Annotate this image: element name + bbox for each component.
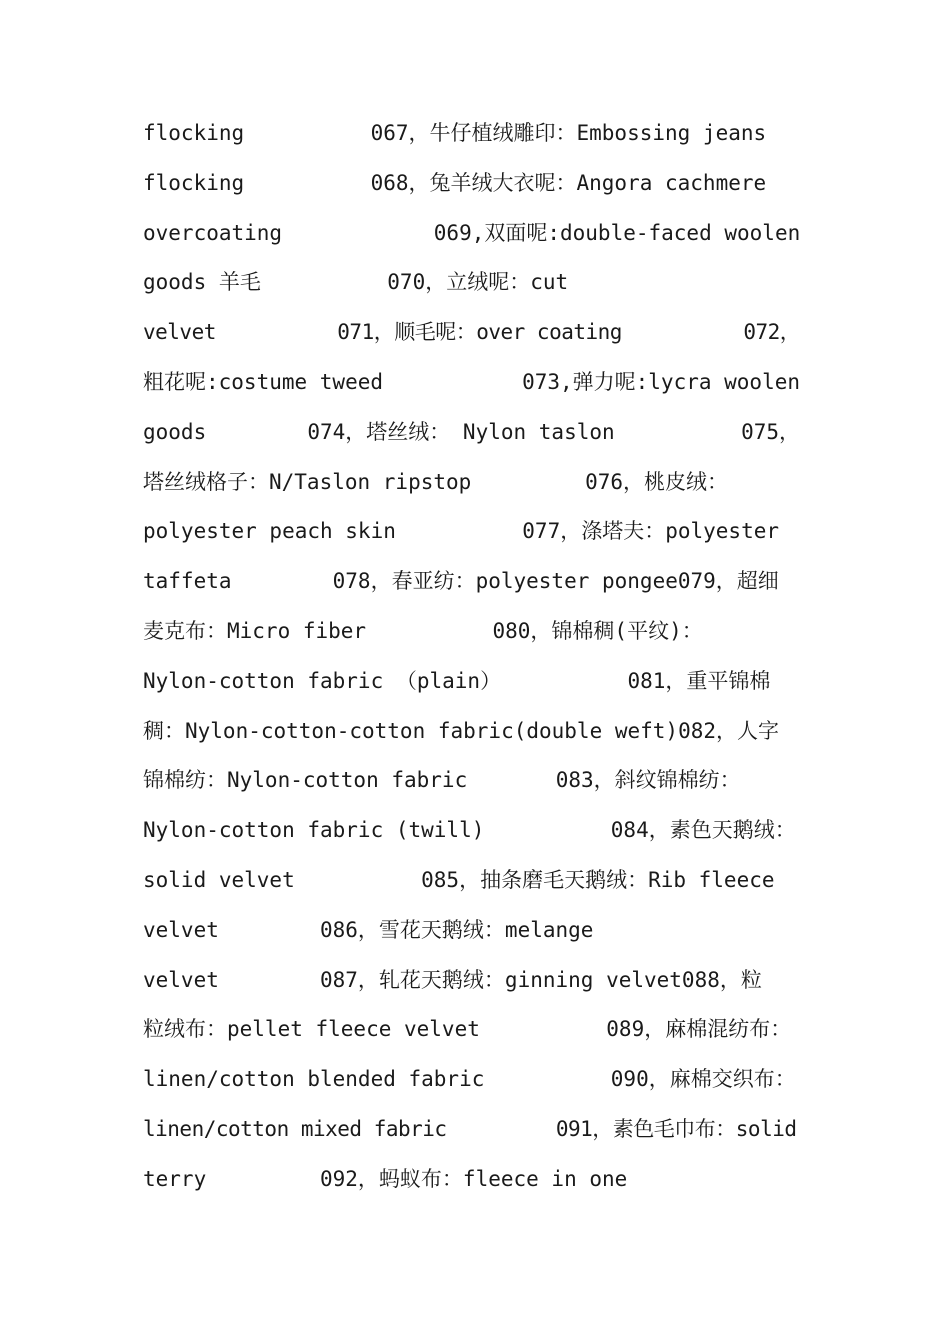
text-line-3: overcoating 069,双面呢:double-faced woolen <box>143 220 801 245</box>
text-line-18: velvet 087，轧花天鹅绒：ginning velvet088，粒 <box>143 967 762 992</box>
text-line-20: linen/cotton blended fabric 090，麻棉交织布： <box>143 1067 796 1092</box>
text-line-10: taffeta 078，春亚纺：polyester pongee079，超细 <box>143 569 779 594</box>
text-line-4: goods 羊毛 070，立绒呢：cut <box>143 270 569 295</box>
text-line-9: polyester peach skin 077，涤塔夫：polyester <box>143 519 780 544</box>
text-line-16: solid velvet 085，抽条磨毛天鹅绒：Rib fleece <box>143 867 775 892</box>
body-text <box>143 109 808 1205</box>
text-line-19: 粒绒布：pellet fleece velvet 089，麻棉混纺布： <box>143 1017 792 1042</box>
text-line-8: 塔丝绒格子：N/Taslon ripstop 076，桃皮绒： <box>143 469 729 494</box>
text-line-17: velvet 086，雪花天鹅绒：melange <box>143 917 594 942</box>
text-line-2: flocking 068，兔羊绒大衣呢：Angora cachmere <box>143 170 767 195</box>
text-line-14: 锦棉纺：Nylon-cotton fabric 083，斜纹锦棉纺： <box>143 768 741 793</box>
text-line-12: Nylon-cotton fabric （plain） 081，重平锦棉 <box>143 668 771 693</box>
text-line-5: velvet 071，顺毛呢：over coating 072， <box>143 320 801 345</box>
text-line-11: 麦克布：Micro fiber 080，锦棉稠(平纹)： <box>143 618 703 643</box>
text-line-15: Nylon-cotton fabric (twill) 084，素色天鹅绒： <box>143 818 796 843</box>
text-line-1: flocking 067，牛仔植绒雕印：Embossing jeans <box>143 121 767 145</box>
text-line-7: goods 074，塔丝绒： Nylon taslon 075， <box>143 419 801 444</box>
text-line-13: 稠：Nylon-cotton-cotton fabric(double weft)082，人字 <box>143 718 780 743</box>
text-line-6: 粗花呢:costume tweed 073,弹力呢:lycra woolen <box>143 369 801 394</box>
text-line-21: linen/cotton mixed fabric 091，素色毛巾布：solid <box>143 1116 797 1141</box>
text-line-22: terry 092，蚂蚁布：fleece in one <box>143 1166 628 1191</box>
